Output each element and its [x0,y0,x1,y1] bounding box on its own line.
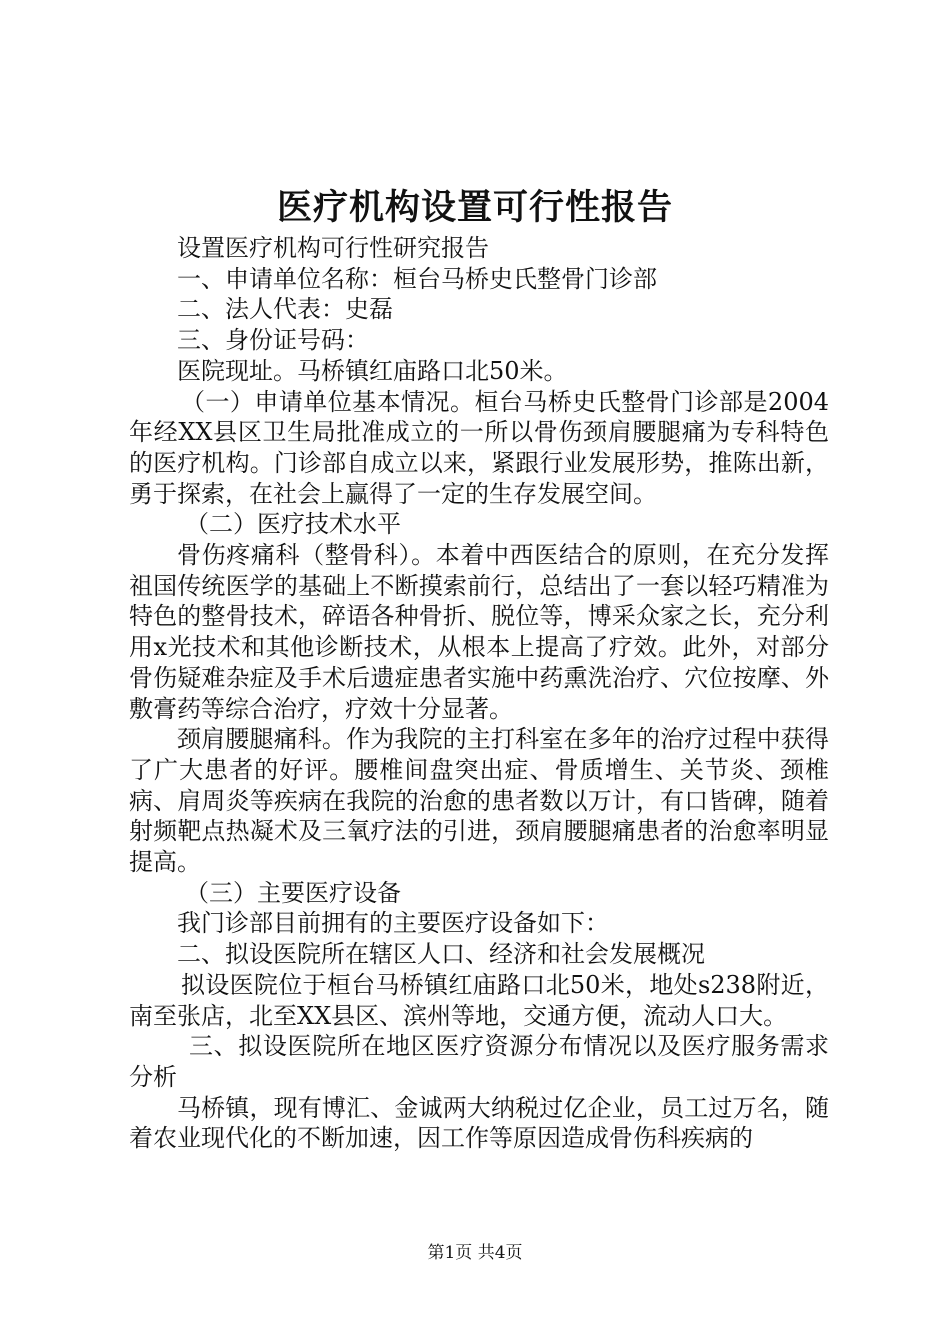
paragraph-current-address: 医院现址。马桥镇红庙路口北50米。 [177,356,568,385]
paragraph-legal-representative: 二、法人代表：史磊 [177,295,393,324]
paragraph-neck-shoulder: 颈肩腰腿痛科。作为我院的主打科室在多年的治疗过程中获得了广大患者的好评。腰椎间盘突出症、骨质增生、关节炎、颈椎病、肩周炎等疾病在我院的治愈的患者数以万计，有口皆碑，随着射频靶点热凝术及三氧疗法的引进，颈肩腰腿痛患者的治愈率明显提高。 [129,725,829,877]
document-body [129,233,829,1154]
paragraph-maqiao-town: 马桥镇，现有博汇、金诚两大纳税过亿企业，员工过万名，随着农业现代化的不断加速，因工作等原因造成骨伤科疾病的 [129,1093,829,1153]
page-number-footer: 第1页 共4页 [427,1243,523,1263]
paragraph-section-two-heading: 二、拟设医院所在辖区人口、经济和社会发展概况 [177,940,705,969]
paragraph-location: 拟设医院位于桓台马桥镇红庙路口北50米，地处s238附近，南至张店，北至XX县区、滨州等地，交通方便，流动人口大。 [129,970,829,1030]
paragraph-equipment-heading: （三）主要医疗设备 [185,878,401,907]
paragraph-tech-level-heading: （二）医疗技术水平 [185,510,401,539]
paragraph-equipment-list: 我门诊部目前拥有的主要医疗设备如下： [177,909,609,938]
paragraph-id-number: 三、身份证号码： [177,326,369,355]
document-title: 医疗机构设置可行性报告 [276,187,673,228]
paragraph-report-heading: 设置医疗机构可行性研究报告 [177,234,489,262]
paragraph-basic-info: （一）申请单位基本情况。桓台马桥史氏整骨门诊部是2004年经XX县区卫生局批准成立的一所以骨伤颈肩腰腿痛为专科特色的医疗机构。门诊部自成立以来，紧跟行业发展形势，推陈出新，勇于探索，在社会上赢得了一定的生存发展空间。 [129,387,829,508]
paragraph-applicant-name: 一、申请单位名称：桓台马桥史氏整骨门诊部 [177,264,657,293]
paragraph-orthopedics: 骨伤疼痛科（整骨科）。本着中西医结合的原则，在充分发挥祖国传统医学的基础上不断摸索前行，总结出了一套以轻巧精准为特色的整骨技术，碎语各种骨折、脱位等，博采众家之长，充分利用x光技术和其他诊断技术，从根本上提高了疗效。此外，对部分骨伤疑难杂症及手术后遗症患者实施中药熏洗治疗、穴位按摩、外敷膏药等综合治疗，疗效十分显著。 [129,541,829,723]
paragraph-section-three-heading: 三、拟设医院所在地区医疗资源分布情况以及医疗服务需求分析 [129,1032,829,1091]
